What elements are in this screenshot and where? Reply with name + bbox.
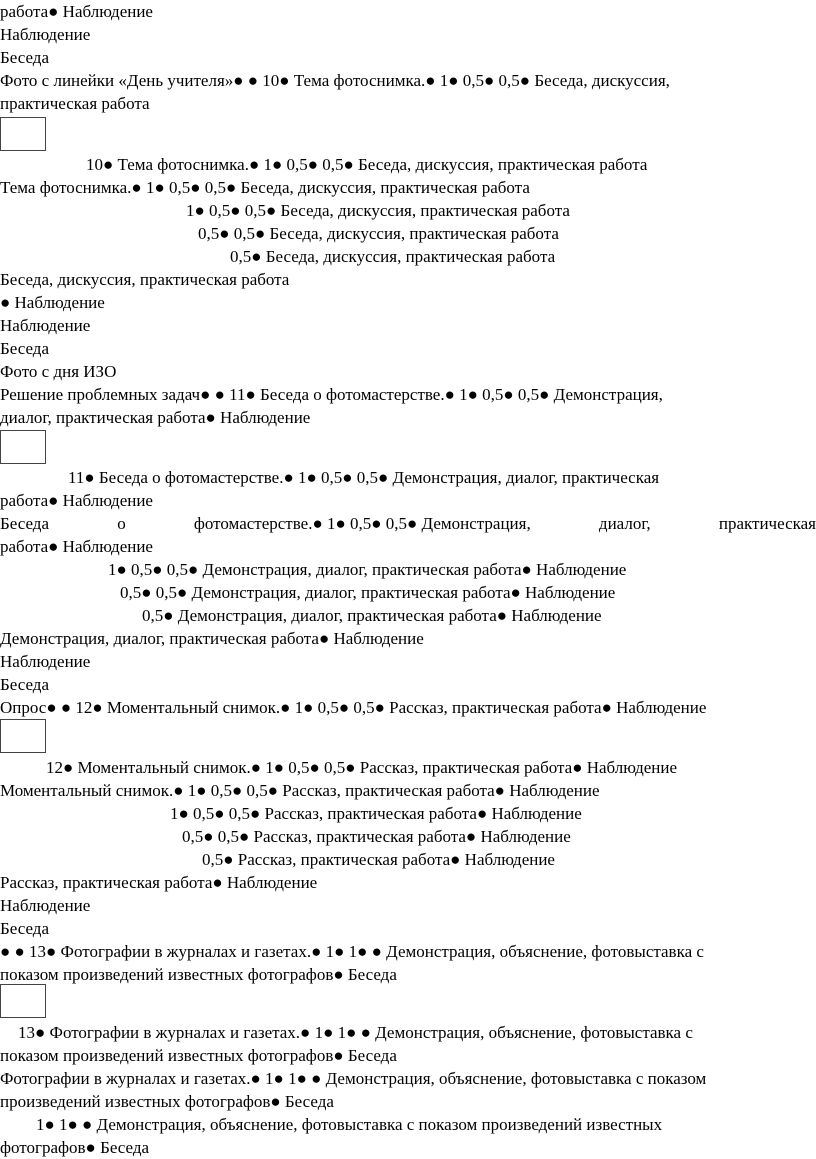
text-line: 0,5● Рассказ, практическая работа● Наблюдение — [202, 850, 555, 869]
text-line: Беседа — [0, 675, 49, 694]
text-line: произведений известных фотографов● Беседа — [0, 1092, 334, 1111]
text-line: 0,5● 0,5● Рассказ, практическая работа● Наблюдение — [182, 827, 571, 846]
text-line: ● Наблюдение — [0, 293, 105, 312]
text-line: Беседа, дискуссия, практическая работа — [0, 270, 290, 289]
text-line: Фотографии в журналах и газетах.● 1● 1● ● Демонстрация, объяснение, фотовыставка с показом — [0, 1069, 707, 1088]
text-line: Беседа — [0, 339, 49, 358]
word: Беседа — [0, 514, 49, 533]
text-line: работа● Наблюдение — [0, 491, 153, 510]
text-line: 13● Фотографии в журналах и газетах.● 1● 1● ● Демонстрация, объяснение, фотовыставка с — [18, 1023, 693, 1042]
text-line: Тема фотоснимка.● 1● 0,5● 0,5● Беседа, дискуссия, практическая работа — [0, 178, 530, 197]
text-line: Опрос● ● 12● Моментальный снимок.● 1● 0,5● 0,5● Рассказ, практическая работа● Наблюдение — [0, 698, 707, 717]
text-line: 1● 0,5● 0,5● Рассказ, практическая работа● Наблюдение — [170, 804, 582, 823]
text-line: Моментальный снимок.● 1● 0,5● 0,5● Рассказ, практическая работа● Наблюдение — [0, 781, 600, 800]
text-line: Наблюдение — [0, 652, 91, 671]
empty-table-cell — [0, 117, 46, 151]
text-line: Наблюдение — [0, 316, 91, 335]
text-line: 0,5● 0,5● Демонстрация, диалог, практическая работа● Наблюдение — [120, 583, 616, 602]
text-line: Фото с дня ИЗО — [0, 362, 117, 381]
text-line: работа● Наблюдение — [0, 537, 153, 556]
text-line: 0,5● 0,5● Беседа, дискуссия, практическая работа — [198, 224, 559, 243]
text-line: показом произведений известных фотографов● Беседа — [0, 1046, 397, 1065]
text-line: 10● Тема фотоснимка.● 1● 0,5● 0,5● Беседа, дискуссия, практическая работа — [86, 155, 648, 174]
text-line: Беседа — [0, 48, 49, 67]
text-line: 12● Моментальный снимок.● 1● 0,5● 0,5● Рассказ, практическая работа● Наблюдение — [46, 758, 678, 777]
empty-table-cell — [0, 984, 46, 1018]
text-line: Наблюдение — [0, 25, 91, 44]
text-line: Рассказ, практическая работа● Наблюдение — [0, 873, 318, 892]
text-line: 1● 0,5● 0,5● Демонстрация, диалог, практическая работа● Наблюдение — [108, 560, 627, 579]
word: о — [117, 514, 126, 533]
empty-table-cell — [0, 719, 46, 753]
text-line: Фото с линейки «День учителя»● ● 10● Тема фотоснимка.● 1● 0,5● 0,5● Беседа, дискуссия, — [0, 71, 670, 90]
text-line: Решение проблемных задач● ● 11● Беседа о фотомастерстве.● 1● 0,5● 0,5● Демонстрация, — [0, 385, 663, 404]
text-line: показом произведений известных фотографов● Беседа — [0, 965, 397, 984]
text-line: работа● Наблюдение — [0, 2, 153, 21]
text-line: Демонстрация, диалог, практическая работа● Наблюдение — [0, 629, 424, 648]
text-line: ● ● 13● Фотографии в журналах и газетах.● 1● 1● ● Демонстрация, объяснение, фотовыставка с — [0, 942, 704, 961]
text-line: Беседа — [0, 919, 49, 938]
text-line: 1● 0,5● 0,5● Беседа, дискуссия, практическая работа — [186, 201, 570, 220]
word: фотомастерстве.● 1● 0,5● 0,5● Демонстрация, — [193, 514, 531, 533]
word: диалог, — [598, 514, 651, 533]
text-line: 0,5● Беседа, дискуссия, практическая работа — [230, 247, 556, 266]
text-line: 11● Беседа о фотомастерстве.● 1● 0,5● 0,5● Демонстрация, диалог, практическая — [68, 468, 660, 487]
text-line: практическая работа — [0, 94, 150, 113]
text-line: диалог, практическая работа● Наблюдение — [0, 408, 311, 427]
text-line: фотографов● Беседа — [0, 1138, 150, 1157]
word: практическая — [718, 514, 816, 533]
text-line: Наблюдение — [0, 896, 91, 915]
justified-line — [0, 512, 816, 535]
empty-table-cell — [0, 430, 46, 464]
text-line: 0,5● Демонстрация, диалог, практическая работа● Наблюдение — [142, 606, 602, 625]
text-line: 1● 1● ● Демонстрация, объяснение, фотовыставка с показом произведений известных — [36, 1115, 663, 1134]
